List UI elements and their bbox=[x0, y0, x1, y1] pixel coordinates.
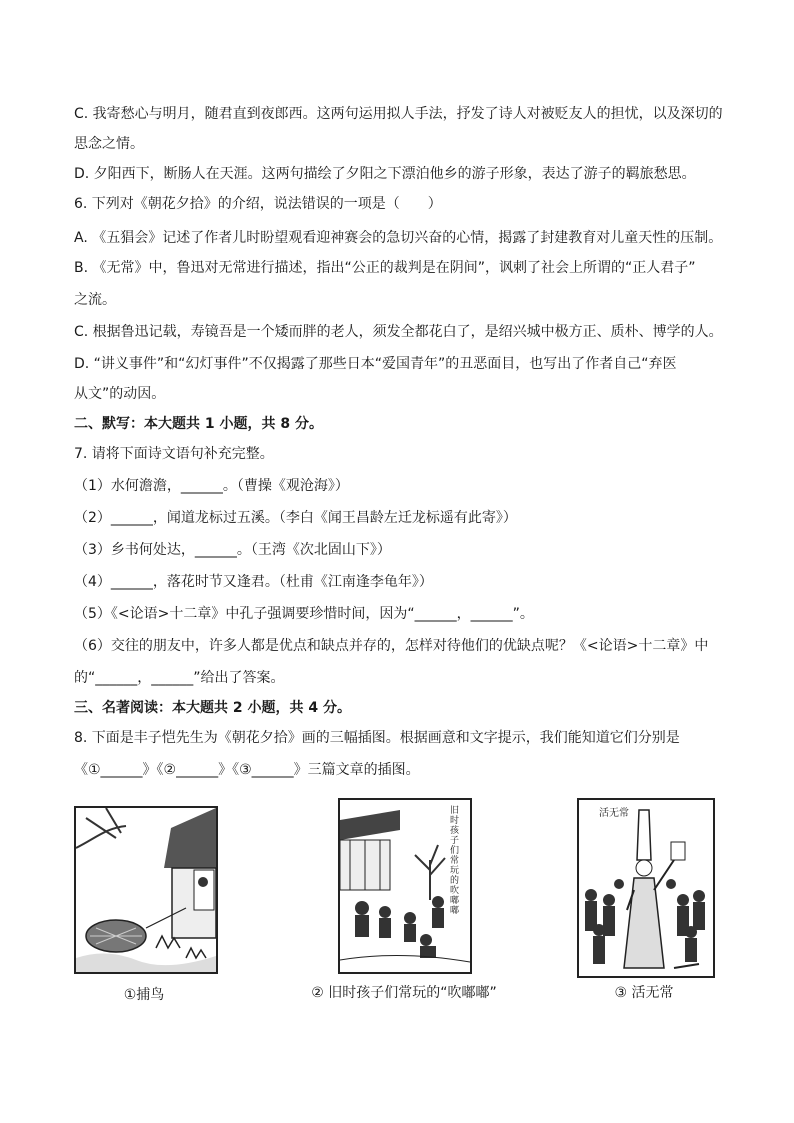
illustration-wuchang bbox=[577, 798, 715, 978]
q6-option-d-line-1: D. “讲义事件”和“幻灯事件”不仅揭露了那些日本“爱国青年”的丑恶面目，也写出了作者自己“弃医 bbox=[74, 356, 677, 372]
caption-fig-1: ①捕鸟 bbox=[123, 987, 165, 1003]
q7-item-5: （5）《<论语>十二章》中孔子强调要珍惜时间，因为“______，______”。 bbox=[74, 606, 534, 622]
illustration-children-playing bbox=[338, 798, 472, 974]
q8-blanks-line: 《①______》《②______》《③______》三篇文章的插图。 bbox=[74, 762, 420, 778]
q7-item-6-line-1: （6）交往的朋友中，许多人都是优点和缺点并存的，怎样对待他们的优缺点呢？《<论语>十二章》中 bbox=[74, 638, 709, 654]
option-c-line-1: C. 我寄愁心与明月，随君直到夜郎西。这两句运用拟人手法，抒发了诗人对被贬友人的担忧，以及深切的 bbox=[74, 106, 723, 122]
catching-birds-drawing bbox=[76, 808, 216, 972]
caption-fig-3: ③ 活无常 bbox=[614, 985, 674, 1001]
section-3-heading: 三、名著阅读：本大题共 2 小题，共 4 分。 bbox=[74, 700, 351, 716]
q6-option-a: A. 《五猖会》记述了作者儿时盼望观看迎神赛会的急切兴奋的心情，揭露了封建教育对儿童天性的压制。 bbox=[74, 230, 723, 246]
question-6-stem: 6. 下列对《朝花夕拾》的介绍，说法错误的一项是（ ） bbox=[74, 196, 442, 212]
q7-item-6-line-2: 的“______，______”给出了答案。 bbox=[74, 670, 285, 686]
q6-option-d-line-2: 从文”的动因。 bbox=[74, 386, 166, 402]
q6-option-b-line-1: B. 《无常》中，鲁迅对无常进行描述，指出“公正的裁判是在阴间”，讽刺了社会上所谓的“正人君子” bbox=[74, 260, 696, 276]
fig-3-inscription: 活无常 bbox=[599, 808, 629, 819]
illustration-catching-birds bbox=[74, 806, 218, 974]
q7-item-2: （2）______，闻道龙标过五溪。（李白《闻王昌龄左迁龙标遥有此寄》） bbox=[74, 510, 517, 526]
q7-item-4: （4）______，落花时节又逢君。（杜甫《江南逢李龟年》） bbox=[74, 574, 433, 590]
q7-item-3: （3）乡书何处达，______。（王湾《次北固山下》） bbox=[74, 542, 391, 558]
wuchang-drawing bbox=[579, 800, 713, 976]
option-d-line: D. 夕阳西下，断肠人在天涯。这两句描绘了夕阳之下漂泊他乡的游子形象，表达了游子的羁旅愁思。 bbox=[74, 166, 696, 182]
option-c-line-2: 思念之情。 bbox=[74, 136, 144, 152]
section-2-heading: 二、默写：本大题共 1 小题，共 8 分。 bbox=[74, 416, 323, 432]
question-8-stem: 8. 下面是丰子恺先生为《朝花夕拾》画的三幅插图。根据画意和文字提示，我们能知道它们分别是 bbox=[74, 730, 680, 746]
q7-item-1: （1）水何澹澹，______。（曹操《观沧海》） bbox=[74, 478, 349, 494]
q6-option-c: C. 根据鲁迅记载，寿镜吾是一个矮而胖的老人，须发全都花白了，是绍兴城中极方正、质朴、博学的人。 bbox=[74, 324, 723, 340]
fig-2-inscription: 旧时孩子们常玩的吹嘟嘟 bbox=[450, 806, 460, 916]
question-7-stem: 7. 请将下面诗文语句补充完整。 bbox=[74, 446, 274, 462]
q6-option-b-line-2: 之流。 bbox=[74, 292, 116, 308]
caption-fig-2: ② 旧时孩子们常玩的“吹嘟嘟” bbox=[311, 985, 497, 1001]
